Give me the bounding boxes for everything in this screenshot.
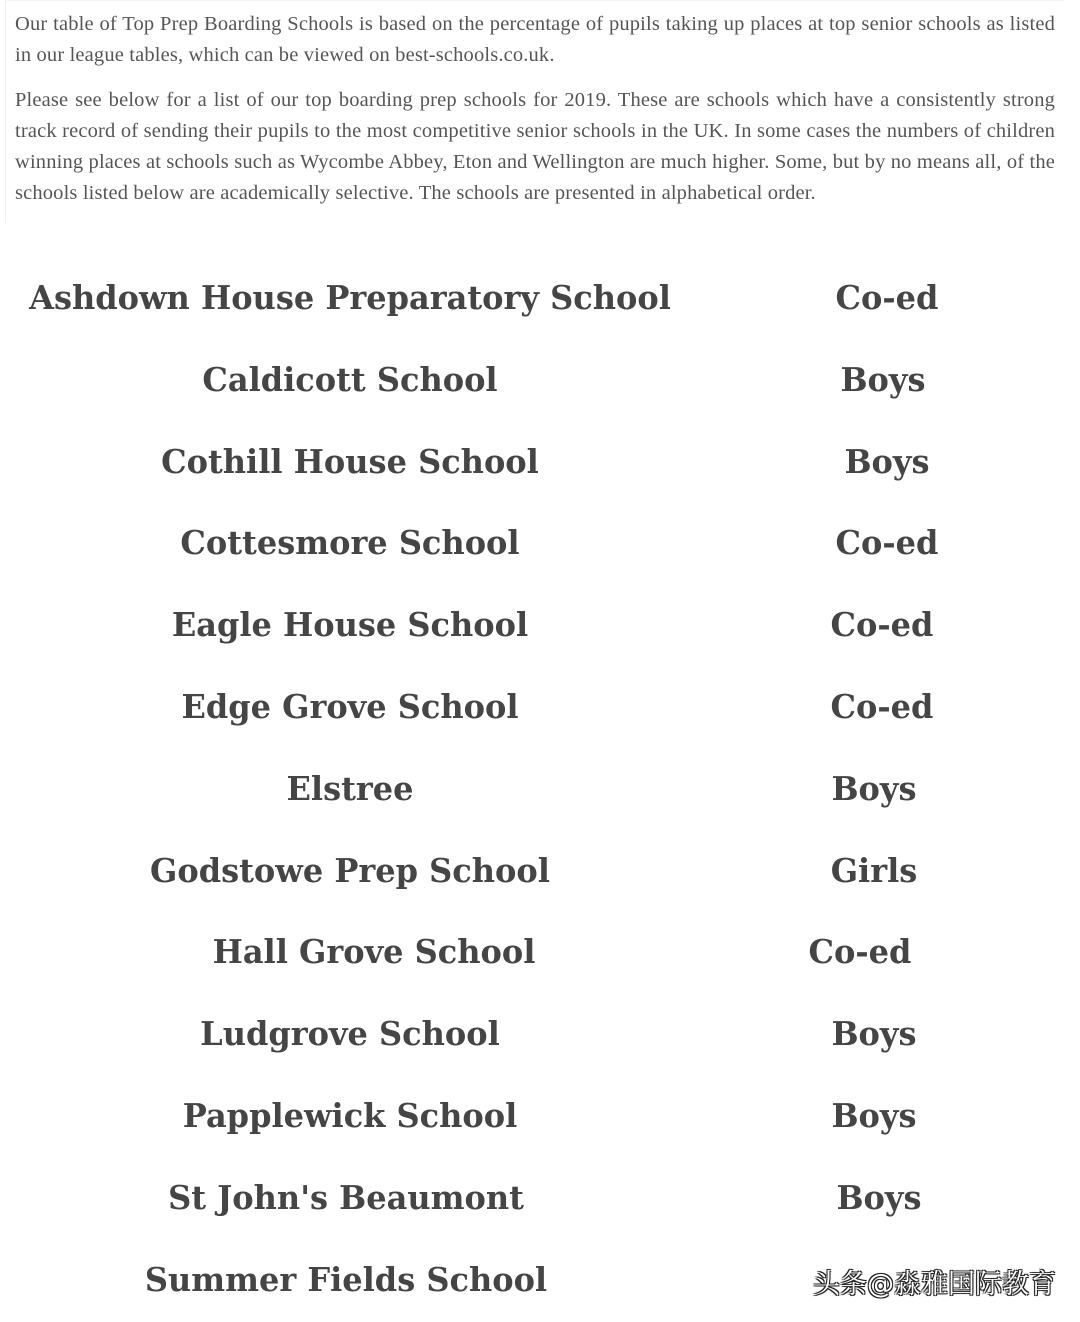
school-type: Boys (831, 1095, 917, 1135)
school-type: Girls (830, 850, 918, 890)
school-name: Ludgrove School (200, 1014, 500, 1054)
school-name: Ashdown House Preparatory School (29, 278, 671, 317)
school-name: Papplewick School (182, 1095, 518, 1135)
table-row (0, 1158, 1080, 1240)
school-name: Summer Fields School (144, 1259, 548, 1299)
table-row (0, 1076, 1080, 1158)
table-row (0, 749, 1080, 831)
school-type: Boys (831, 768, 917, 808)
school-type: Boys (836, 1177, 922, 1217)
school-name: Hall Grove School (212, 932, 536, 972)
school-name: Elstree (286, 768, 414, 808)
intro-paragraph-2: Please see below for a list of our top boarding prep schools for 2019. These are schools which have a consistently strong track record of sending their pupils to the most competitive senior schools in the UK. In some cases the numbers of children winning places at schools such as Wycombe Abbey, Eton and Wellington are much higher. Some, but by no means all, of the schools listed below are academically selective. The schools are presented in alphabetical order. (15, 89, 1055, 204)
school-type: Boys (844, 441, 930, 481)
school-name: Cottesmore School (180, 523, 520, 563)
table-row (0, 585, 1080, 667)
school-table (0, 258, 1080, 1321)
table-row (0, 503, 1080, 585)
school-type: Co-ed (835, 523, 939, 563)
school-type: Boys (840, 359, 926, 399)
school-type: Co-ed (830, 605, 934, 645)
table-row (0, 258, 1080, 340)
intro-paragraph-1: Our table of Top Prep Boarding Schools is based on the percentage of pupils taking up places at top senior schools as listed in our league tables, which can be viewed on best-schools.co.uk. (15, 13, 1055, 66)
table-row (0, 831, 1080, 913)
school-type: Co-ed (808, 932, 912, 972)
school-name: Godstowe Prep School (150, 850, 550, 890)
table-row (0, 340, 1080, 422)
table-row (0, 912, 1080, 994)
school-name: Edge Grove School (181, 686, 519, 726)
intro-section (5, 0, 1065, 223)
school-type: Boys (831, 1014, 917, 1054)
school-name: St John's Beaumont (168, 1177, 524, 1217)
school-name: Caldicott School (202, 359, 498, 399)
school-type: Co-ed (830, 686, 934, 726)
table-row (0, 994, 1080, 1076)
table-row (0, 667, 1080, 749)
school-name: Eagle House School (171, 605, 529, 645)
table-row (0, 422, 1080, 504)
watermark: 头条@淼雅国际教育 (813, 1269, 1056, 1300)
school-type: Co-ed (835, 278, 939, 317)
school-name: Cothill House School (161, 441, 539, 481)
